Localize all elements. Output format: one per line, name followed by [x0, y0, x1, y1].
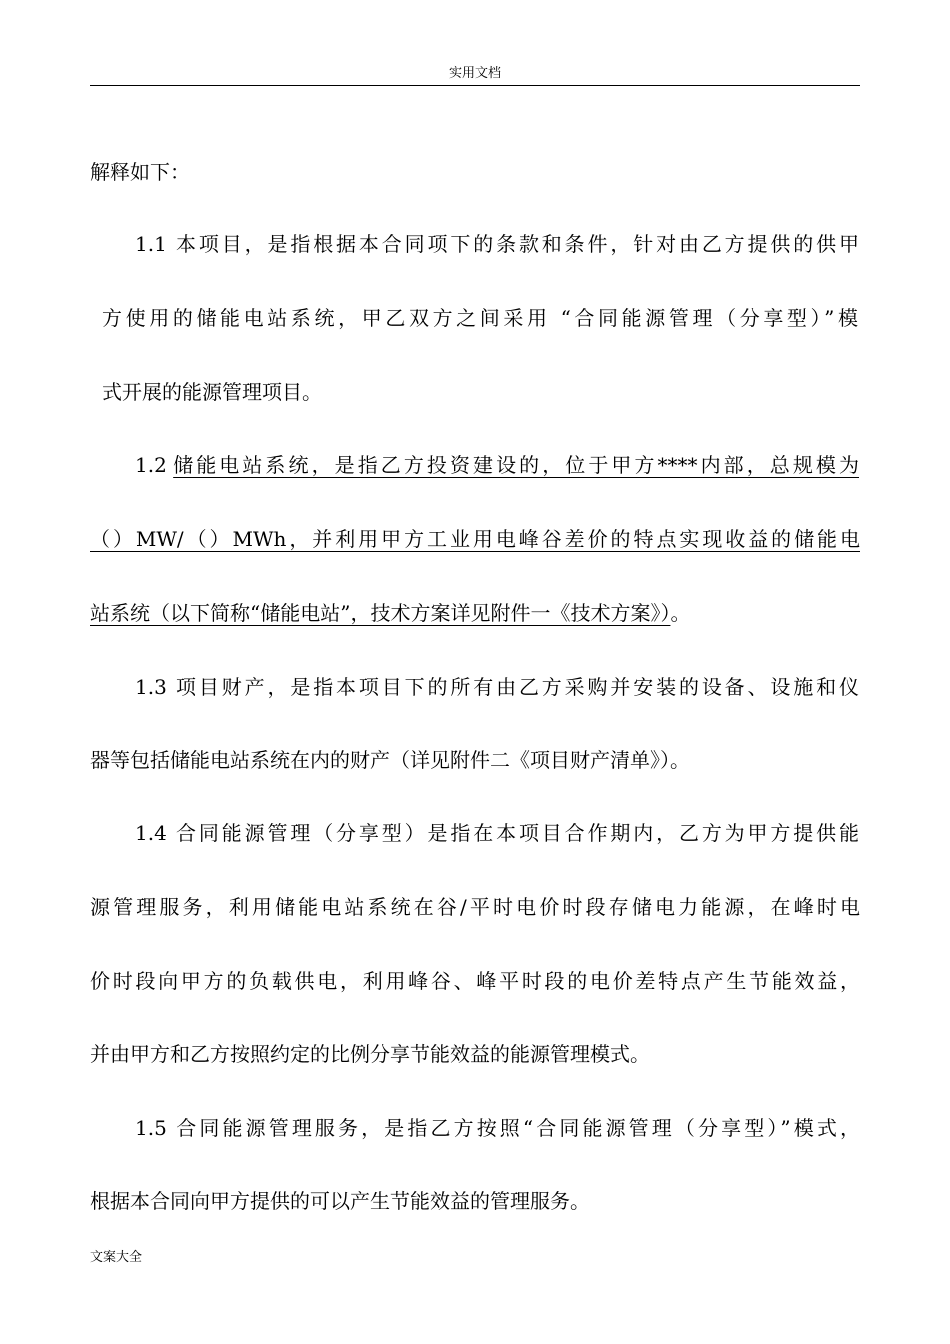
clause-1-4-line-2: 源管理服务，利用储能电站系统在谷/平时电价时段存储电力能源，在峰时电 [90, 895, 860, 919]
clause-1-4-line-4: 并由甲方和乙方按照约定的比例分享节能效益的能源管理模式。 [90, 1042, 650, 1066]
clause-1-5-line-2: 根据本合同向甲方提供的可以产生节能效益的管理服务。 [90, 1189, 590, 1213]
clause-1-2-number: 1.2 [135, 453, 174, 477]
clause-1-4-line-3: 价时段向甲方的负载供电，利用峰谷、峰平时段的电价差特点产生节能效益， [90, 969, 860, 993]
clause-1-4-line-1: 1.4 合同能源管理（分享型）是指在本项目合作期内，乙方为甲方提供能 [135, 821, 859, 845]
page-header-title: 实用文档 [448, 66, 501, 81]
clause-1-2-underlined-text-2: （）MW/（）MWh，并利用甲方工业用电峰谷差价的特点实现收益的储能电 [90, 527, 860, 551]
clause-1-3-line-1: 1.3 项目财产，是指本项目下的所有由乙方采购并安装的设备、设施和仪 [135, 675, 859, 699]
clause-1-2-underlined-text-3: 站系统（以下简称“储能电站”，技术方案详见附件一《技术方案》） [90, 601, 671, 625]
clause-1-5-line-1: 1.5 合同能源管理服务，是指乙方按照“合同能源管理（分享型）”模式， [135, 1116, 860, 1140]
page-footer-text: 文案大全 [90, 1250, 143, 1265]
intro-line: 解释如下： [90, 160, 190, 184]
clause-1-1-line-3: 式开展的能源管理项目。 [102, 380, 322, 404]
clause-1-2-end-mark: 。 [670, 601, 691, 625]
clause-1-2-line-3 [90, 599, 860, 627]
header-divider [90, 85, 860, 86]
clause-1-2-underlined-text-1: 储能电站系统，是指乙方投资建设的，位于甲方****内部，总规模为 [173, 453, 859, 477]
clause-1-3-line-2: 器等包括储能电站系统在内的财产（详见附件二《项目财产清单》）。 [90, 748, 690, 772]
clause-1-1-line-2: 方使用的储能电站系统，甲乙双方之间采用 “合同能源管理（分享型）”模 [102, 306, 858, 330]
clause-1-1-line-1: 1.1 本项目，是指根据本合同项下的条款和条件，针对由乙方提供的供甲 [135, 232, 859, 256]
clause-1-2-line-1 [135, 451, 859, 479]
